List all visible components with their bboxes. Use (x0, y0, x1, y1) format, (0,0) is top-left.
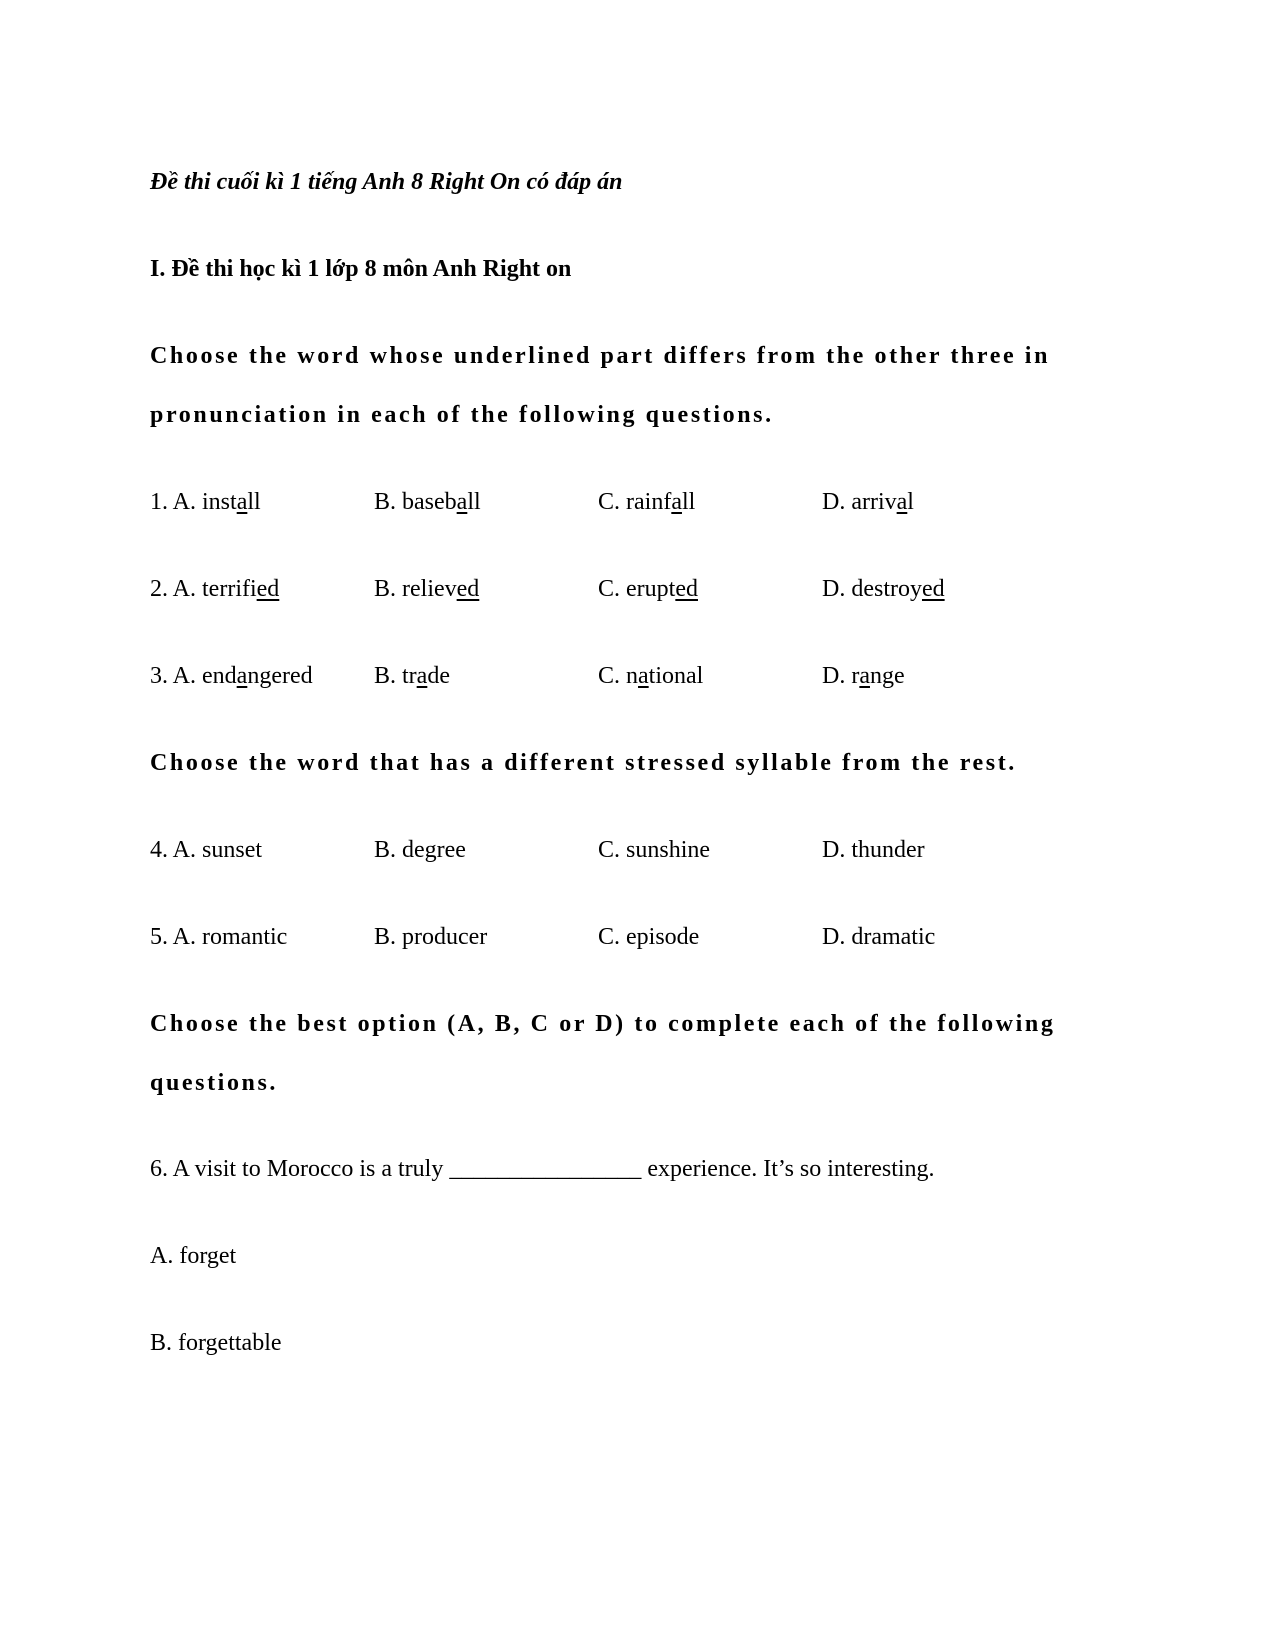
question-5-option-a: 5. A. romantic (150, 924, 288, 950)
question-4-row (150, 835, 1150, 865)
document-title: Đề thi cuối kì 1 tiếng Anh 8 Right On có đáp án (150, 169, 623, 195)
question-2-option-c: C. erupted (598, 576, 698, 602)
question-4-option-a: 4. A. sunset (150, 837, 263, 863)
question-6-option-a: A. forget (150, 1243, 237, 1269)
question-5-option-d: D. dramatic (822, 924, 936, 950)
question-4-option-d: D. thunder (822, 837, 925, 863)
question-5-row (150, 922, 1150, 952)
question-4-option-b: B. degree (374, 837, 466, 863)
question-1-option-a: 1. A. install (150, 489, 261, 515)
question-1-option-b: B. baseball (374, 489, 481, 515)
question-5-option-b: B. producer (374, 924, 488, 950)
question-4-option-c: C. sunshine (598, 837, 711, 863)
instruction-best-option-line1: Choose the best option (A, B, C or D) to complete each of the following (150, 1011, 1056, 1037)
question-2-option-b: B. relieved (374, 576, 480, 602)
question-6-option-b: B. forgettable (150, 1330, 282, 1356)
section-heading: I. Đề thi học kì 1 lớp 8 môn Anh Right on (150, 256, 572, 282)
question-1-row (150, 487, 1150, 517)
question-5-option-c: C. episode (598, 924, 700, 950)
instruction-best-option-line2: questions. (150, 1070, 279, 1096)
question-3-option-d: D. range (822, 663, 905, 689)
instruction-pronunciation-line1: Choose the word whose underlined part differs from the other three in (150, 343, 1051, 369)
question-1-option-d: D. arrival (822, 489, 914, 515)
instruction-pronunciation-line2: pronunciation in each of the following questions. (150, 402, 774, 428)
question-6-stem: 6. A visit to Morocco is a truly ________________ experience. It’s so interesting. (150, 1156, 935, 1182)
question-3-option-a: 3. A. endangered (150, 663, 313, 689)
question-1-option-c: C. rainfall (598, 489, 696, 515)
question-3-option-b: B. trade (374, 663, 450, 689)
question-2-option-a: 2. A. terrified (150, 576, 280, 602)
question-3-row (150, 661, 1150, 691)
question-2-row (150, 574, 1150, 604)
question-2-option-d: D. destroyed (822, 576, 945, 602)
question-3-option-c: C. national (598, 663, 704, 689)
instruction-stress: Choose the word that has a different stressed syllable from the rest. (150, 750, 1017, 776)
